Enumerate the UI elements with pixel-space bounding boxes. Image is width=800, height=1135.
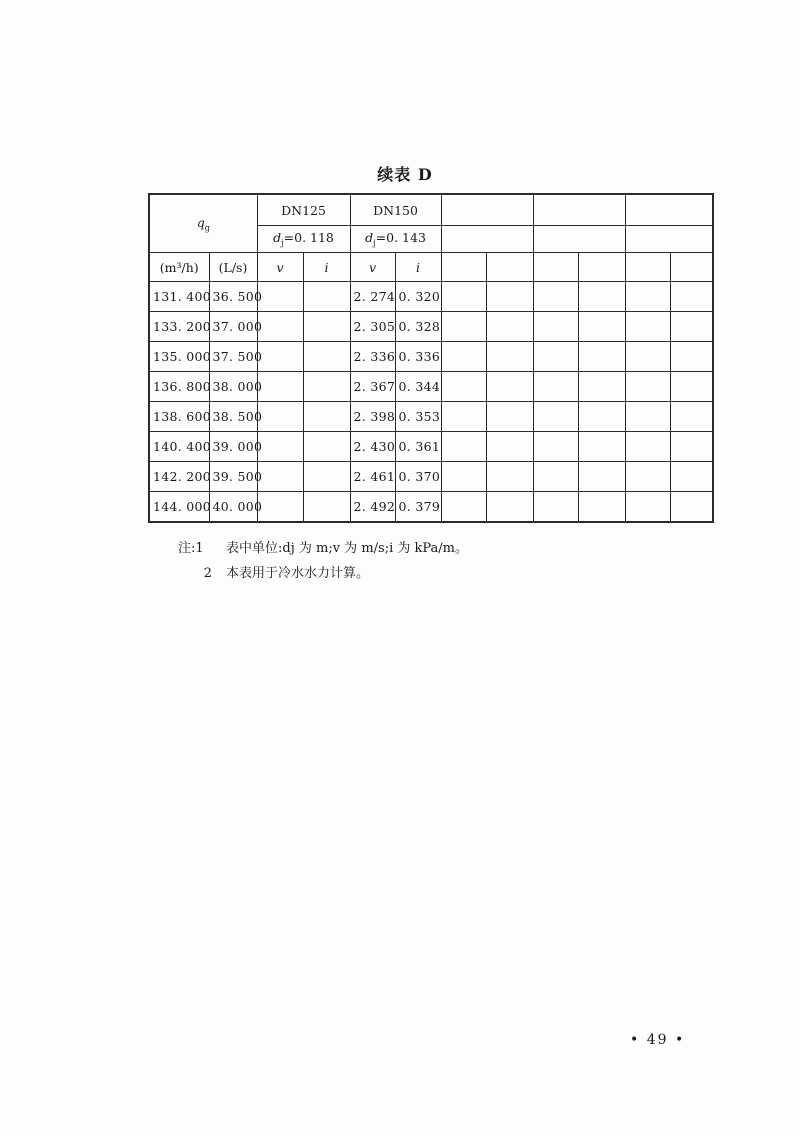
cell-ls: 36. 500 (209, 282, 257, 312)
cell-dn125-i (303, 282, 350, 312)
cell-dn150-v: 2. 305 (350, 312, 395, 342)
cell-m3h: 133. 200 (149, 312, 209, 342)
empty-cell (533, 312, 578, 342)
cell-dn125-i (303, 492, 350, 523)
empty-cell (670, 402, 713, 432)
cell-dn125-i (303, 432, 350, 462)
cell-dn150-v: 2. 492 (350, 492, 395, 523)
cell-dn150-v: 2. 461 (350, 462, 395, 492)
empty-cell (625, 253, 670, 282)
empty-cell (441, 432, 486, 462)
cell-dn150-i: 0. 328 (395, 312, 441, 342)
unit-m3h-header: (m³/h) (149, 253, 209, 282)
cell-ls: 38. 000 (209, 372, 257, 402)
note-1 (178, 536, 468, 561)
empty-cell (625, 492, 670, 523)
empty-cell (441, 492, 486, 523)
empty-cell (441, 462, 486, 492)
empty-header-cell (441, 226, 533, 253)
table-row (149, 372, 713, 402)
cell-dn150-v: 2. 430 (350, 432, 395, 462)
empty-cell (533, 372, 578, 402)
cell-m3h: 131. 400 (149, 282, 209, 312)
cell-dn150-v: 2. 367 (350, 372, 395, 402)
table-row (149, 282, 713, 312)
cell-dn125-i (303, 342, 350, 372)
empty-cell (578, 312, 625, 342)
dn150-v-header: v (350, 253, 395, 282)
cell-dn125-i (303, 312, 350, 342)
empty-header-cell (533, 194, 625, 226)
table-row (149, 432, 713, 462)
empty-cell (533, 432, 578, 462)
empty-cell (578, 372, 625, 402)
cell-ls: 37. 000 (209, 312, 257, 342)
cell-ls: 39. 000 (209, 432, 257, 462)
empty-header-cell (441, 194, 533, 226)
cell-dn150-v: 2. 398 (350, 402, 395, 432)
cell-dn125-v (257, 462, 303, 492)
notes (178, 536, 468, 586)
empty-cell (441, 342, 486, 372)
empty-cell (625, 342, 670, 372)
table-row (149, 492, 713, 523)
unit-ls-header: (L/s) (209, 253, 257, 282)
cell-m3h: 135. 000 (149, 342, 209, 372)
empty-cell (486, 253, 533, 282)
empty-cell (670, 372, 713, 402)
cell-dn125-v (257, 342, 303, 372)
empty-cell (486, 372, 533, 402)
cell-ls: 40. 000 (209, 492, 257, 523)
cell-dn125-v (257, 402, 303, 432)
dn125-v-header: v (257, 253, 303, 282)
cell-dn150-i: 0. 370 (395, 462, 441, 492)
cell-dn125-i (303, 372, 350, 402)
cell-dn125-v (257, 492, 303, 523)
cell-dn150-v: 2. 336 (350, 342, 395, 372)
note-text: 表中单位:dj 为 m;v 为 m/s;i 为 kPa/m。 (226, 541, 468, 556)
cell-dn125-i (303, 462, 350, 492)
empty-cell (578, 432, 625, 462)
note-label: 2 (203, 566, 212, 581)
empty-cell (578, 402, 625, 432)
empty-cell (625, 432, 670, 462)
empty-cell (670, 432, 713, 462)
empty-cell (441, 402, 486, 432)
empty-cell (533, 342, 578, 372)
empty-cell (486, 282, 533, 312)
cell-dn125-v (257, 372, 303, 402)
empty-cell (486, 342, 533, 372)
cell-dn150-i: 0. 344 (395, 372, 441, 402)
empty-cell (625, 282, 670, 312)
flow-symbol: q (196, 214, 205, 230)
dn150-header: DN150 (350, 194, 441, 226)
empty-header-cell (533, 226, 625, 253)
cell-m3h: 144. 000 (149, 492, 209, 523)
empty-cell (486, 312, 533, 342)
empty-cell (670, 253, 713, 282)
table-title: 续表 D (377, 165, 433, 184)
note-text: 本表用于冷水水力计算。 (226, 566, 370, 581)
empty-cell (441, 282, 486, 312)
empty-cell (578, 253, 625, 282)
empty-cell (625, 462, 670, 492)
empty-cell (670, 312, 713, 342)
cell-m3h: 140. 400 (149, 432, 209, 462)
table-row (149, 462, 713, 492)
empty-cell (486, 462, 533, 492)
dn125-inner-diameter: $d_j=0$. 118 (257, 226, 350, 253)
cell-dn150-v: 2. 274 (350, 282, 395, 312)
empty-cell (486, 402, 533, 432)
empty-cell (441, 372, 486, 402)
dn125-i-header: i (303, 253, 350, 282)
empty-cell (486, 432, 533, 462)
flow-header-cell (149, 194, 257, 253)
empty-cell (670, 282, 713, 312)
empty-cell (625, 402, 670, 432)
empty-cell (533, 282, 578, 312)
cell-m3h: 136. 800 (149, 372, 209, 402)
cell-dn150-i: 0. 353 (395, 402, 441, 432)
empty-cell (625, 312, 670, 342)
cell-dn125-v (257, 312, 303, 342)
empty-cell (533, 402, 578, 432)
cell-dn150-i: 0. 336 (395, 342, 441, 372)
empty-cell (625, 372, 670, 402)
cell-ls: 39. 500 (209, 462, 257, 492)
table-row (149, 402, 713, 432)
empty-cell (441, 253, 486, 282)
empty-header-cell (625, 194, 713, 226)
cell-dn150-i: 0. 379 (395, 492, 441, 523)
dn150-inner-diameter: $d_j=0$. 143 (350, 226, 441, 253)
note-label: 注:1 (178, 541, 204, 556)
cell-dn150-i: 0. 320 (395, 282, 441, 312)
cell-ls: 38. 500 (209, 402, 257, 432)
empty-cell (670, 342, 713, 372)
empty-cell (670, 462, 713, 492)
flow-subscript: g (204, 223, 210, 233)
empty-cell (533, 253, 578, 282)
dn150-i-header: i (395, 253, 441, 282)
empty-cell (533, 492, 578, 523)
cell-dn125-v (257, 282, 303, 312)
hydraulic-table (148, 193, 714, 523)
note-2 (178, 561, 468, 586)
empty-cell (578, 492, 625, 523)
empty-cell (578, 342, 625, 372)
dn125-header: DN125 (257, 194, 350, 226)
cell-dn125-i (303, 402, 350, 432)
cell-dn125-v (257, 432, 303, 462)
page-number: • 49 • (630, 1032, 686, 1048)
empty-cell (533, 462, 578, 492)
table-row (149, 342, 713, 372)
cell-m3h: 142. 200 (149, 462, 209, 492)
cell-ls: 37. 500 (209, 342, 257, 372)
table-row (149, 312, 713, 342)
empty-cell (670, 492, 713, 523)
empty-cell (578, 282, 625, 312)
empty-cell (441, 312, 486, 342)
cell-dn150-i: 0. 361 (395, 432, 441, 462)
empty-cell (578, 462, 625, 492)
empty-header-cell (625, 226, 713, 253)
cell-m3h: 138. 600 (149, 402, 209, 432)
empty-cell (486, 492, 533, 523)
